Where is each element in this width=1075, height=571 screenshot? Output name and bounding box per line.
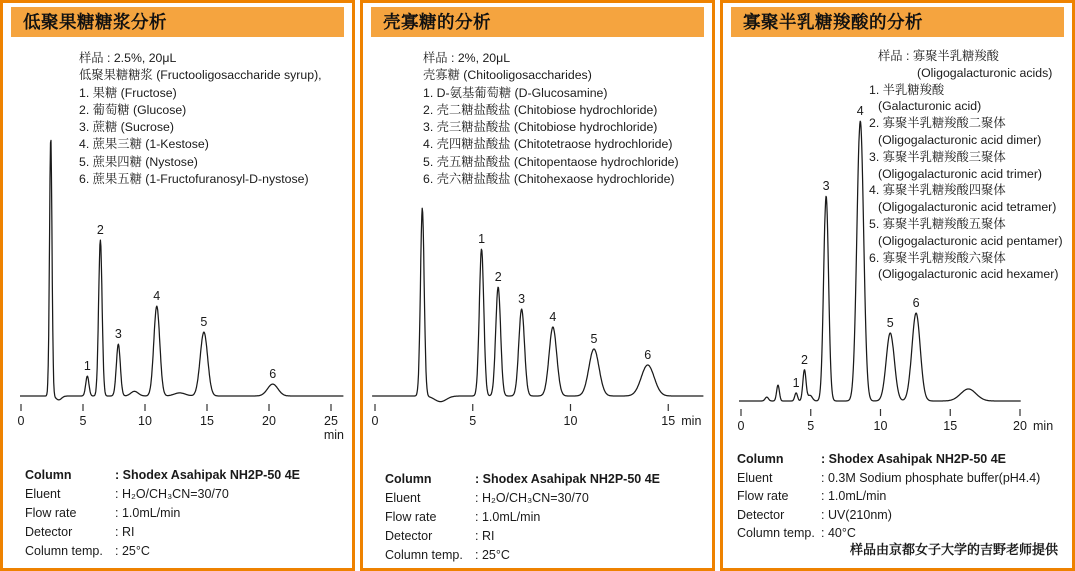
condition-row [737, 469, 1040, 488]
sample-line: (Oligogalacturonic acid tetramer) [878, 200, 1057, 215]
sample-line: 2. 葡萄糖 (Glucose) [79, 102, 187, 117]
sample-line: 1. D-氨基葡萄糖 (D-Glucosamine) [423, 85, 608, 100]
peak-label: 5 [200, 315, 208, 330]
axis-tick-label: 5 [807, 419, 815, 433]
condition-row [25, 523, 300, 542]
sample-line: 6. 寡聚半乳糖羧酸六聚体 [869, 250, 1006, 265]
peak-label: 6 [644, 347, 652, 362]
condition-value: : RI [475, 529, 495, 543]
sample-line: (Oligogalacturonic acid trimer) [878, 166, 1043, 181]
axis-unit-label: min [1033, 419, 1054, 433]
condition-value: : H₂O/CH₃CN=30/70 [115, 487, 229, 501]
sample-line: 样品 : 寡聚半乳糖羧酸 [878, 49, 999, 63]
axis-tick-label: 10 [873, 419, 888, 433]
condition-label: Column [737, 452, 784, 466]
sample-line: 3. 壳三糖盐酸盐 (Chitobiose hydrochloride) [423, 120, 658, 135]
column-conditions [385, 470, 660, 565]
condition-value: : 0.3M Sodium phosphate buffer(pH4.4) [821, 470, 1041, 485]
sample-line: 样品 : 2%, 20μL [423, 51, 511, 65]
panel-title: 寡聚半乳糖羧酸的分析 [731, 7, 1064, 37]
condition-row [737, 450, 1040, 469]
peak-label: 2 [494, 269, 502, 284]
column-conditions [25, 466, 300, 561]
condition-value: : H₂O/CH₃CN=30/70 [475, 491, 589, 505]
peak-label: 1 [478, 231, 486, 246]
panel-title: 壳寡糖的分析 [371, 7, 704, 37]
condition-value: : Shodex Asahipak NH2P-50 4E [115, 468, 301, 482]
sample-line: (Galacturonic acid) [878, 99, 982, 114]
condition-row [385, 508, 660, 527]
axis-tick-label: 15 [200, 414, 214, 428]
peak-label: 5 [590, 332, 598, 346]
condition-row [25, 504, 300, 523]
condition-value: : 25°C [475, 548, 510, 562]
sample-line: 1. 果糖 (Fructose) [79, 85, 177, 100]
condition-row [385, 527, 660, 546]
peak-label: 1 [792, 375, 800, 390]
sample-line: 5. 寡聚半乳糖羧酸五聚体 [869, 216, 1006, 231]
condition-value: : RI [115, 525, 135, 539]
condition-value: : 40°C [821, 526, 856, 540]
condition-label: Column temp. [25, 544, 103, 558]
peak-label: 3 [822, 179, 830, 194]
peak-label: 1 [83, 359, 91, 374]
condition-label: Column temp. [737, 526, 815, 540]
axis-tick-label: 10 [138, 414, 152, 428]
condition-value: : 1.0mL/min [115, 506, 181, 520]
peak-label: 5 [886, 315, 894, 330]
condition-value: : Shodex Asahipak NH2P-50 4E [475, 472, 661, 486]
sample-line: 5. 壳五糖盐酸盐 (Chitopentaose hydrochloride) [423, 154, 679, 169]
condition-label: Detector [385, 529, 433, 543]
sample-line: 4. 蔗果三糖 (1-Kestose) [79, 137, 209, 152]
condition-row [25, 485, 300, 504]
condition-label: Flow rate [385, 510, 437, 524]
panel-chitooligosaccharide-analysis [360, 0, 715, 571]
axis-unit-label: min [681, 414, 702, 428]
panel-oligogalacturonic-analysis [720, 0, 1075, 571]
sample-line: 2. 壳二糖盐酸盐 (Chitobiose hydrochloride) [423, 102, 658, 117]
sample-line: (Oligogalacturonic acid hexamer) [878, 267, 1059, 282]
peak-label: 2 [96, 223, 104, 238]
axis-tick-label: 20 [262, 414, 276, 428]
sample-line: (Oligogalacturonic acids) [917, 65, 1053, 80]
sample-line: 3. 寡聚半乳糖羧酸三聚体 [869, 149, 1006, 164]
axis-tick-label: 5 [469, 414, 477, 428]
sample-line: (Oligogalacturonic acid dimer) [878, 132, 1042, 147]
axis-tick-label: 15 [661, 414, 676, 428]
panel-fructooligosaccharide-analysis [0, 0, 355, 571]
peak-label: 6 [269, 367, 277, 382]
condition-value: : UV(210nm) [821, 507, 892, 522]
axis-unit-label: min [323, 428, 344, 442]
column-conditions [737, 450, 1040, 543]
peak-label: 4 [153, 289, 161, 304]
condition-row [385, 546, 660, 565]
peak-label: 4 [549, 310, 557, 325]
axis-tick-label: 0 [371, 414, 379, 428]
sample-line: 3. 蔗糖 (Sucrose) [79, 120, 174, 135]
condition-value: : Shodex Asahipak NH2P-50 4E [821, 452, 1007, 466]
axis-tick-label: 20 [1013, 419, 1027, 433]
condition-value: : 1.0mL/min [821, 489, 887, 503]
condition-label: Detector [737, 507, 785, 522]
axis-tick-label: 15 [943, 419, 958, 433]
condition-row [737, 506, 1040, 525]
condition-row [737, 487, 1040, 506]
sample-line: 6. 壳六糖盐酸盐 (Chitohexaose hydrochloride) [423, 172, 675, 187]
condition-label: Flow rate [25, 506, 77, 520]
sample-legend [869, 48, 1063, 283]
sample-line: 4. 寡聚半乳糖羧酸四聚体 [869, 183, 1006, 198]
axis-tick-label: 10 [563, 414, 578, 428]
axis-tick-label: 5 [79, 414, 87, 428]
peak-label: 3 [114, 327, 122, 342]
condition-label: Eluent [737, 470, 773, 485]
chromatogram-trace [372, 208, 703, 401]
sample-line: 5. 蔗果四糖 (Nystose) [79, 154, 198, 169]
condition-label: Flow rate [737, 489, 789, 503]
condition-label: Eluent [385, 491, 421, 505]
axis-tick-label: 0 [17, 414, 25, 428]
sample-line: 2. 寡聚半乳糖羧酸二聚体 [869, 116, 1006, 131]
sample-line: (Oligogalacturonic acid pentamer) [878, 233, 1063, 248]
panel-title: 低聚果糖糖浆分析 [11, 7, 344, 37]
condition-label: Column [25, 468, 72, 482]
condition-row [385, 470, 660, 489]
sample-line: 6. 蔗果五糖 (1-Fructofuranosyl-D-nystose) [79, 172, 309, 187]
condition-label: Detector [25, 525, 73, 539]
condition-value: : 1.0mL/min [475, 510, 541, 524]
peak-label: 3 [518, 291, 526, 306]
peak-label: 2 [800, 352, 808, 367]
condition-row [385, 489, 660, 508]
peak-label: 4 [856, 104, 864, 118]
condition-row [25, 466, 300, 485]
condition-label: Eluent [25, 487, 61, 501]
sample-line: 样品 : 2.5%, 20μL [79, 51, 177, 65]
sample-legend [423, 50, 679, 188]
sample-line: 低聚果糖糖浆 (Fructooligosaccharide syrup), [79, 68, 322, 83]
condition-label: Column temp. [385, 548, 463, 562]
condition-value: : 25°C [115, 544, 150, 558]
condition-label: Column [385, 472, 432, 486]
sample-legend [79, 50, 322, 188]
sample-line: 4. 壳四糖盐酸盐 (Chitotetraose hydrochloride) [423, 137, 673, 152]
peak-label: 6 [912, 296, 920, 311]
axis-tick-label: 25 [324, 414, 338, 428]
axis-tick-label: 0 [737, 419, 745, 433]
condition-row [25, 542, 300, 561]
sample-line: 壳寡糖 (Chitooligosaccharides) [423, 68, 592, 83]
sample-line: 1. 半乳糖羧酸 [869, 82, 945, 97]
sample-credit: 样品由京都女子大学的吉野老师提供 [849, 542, 1058, 557]
